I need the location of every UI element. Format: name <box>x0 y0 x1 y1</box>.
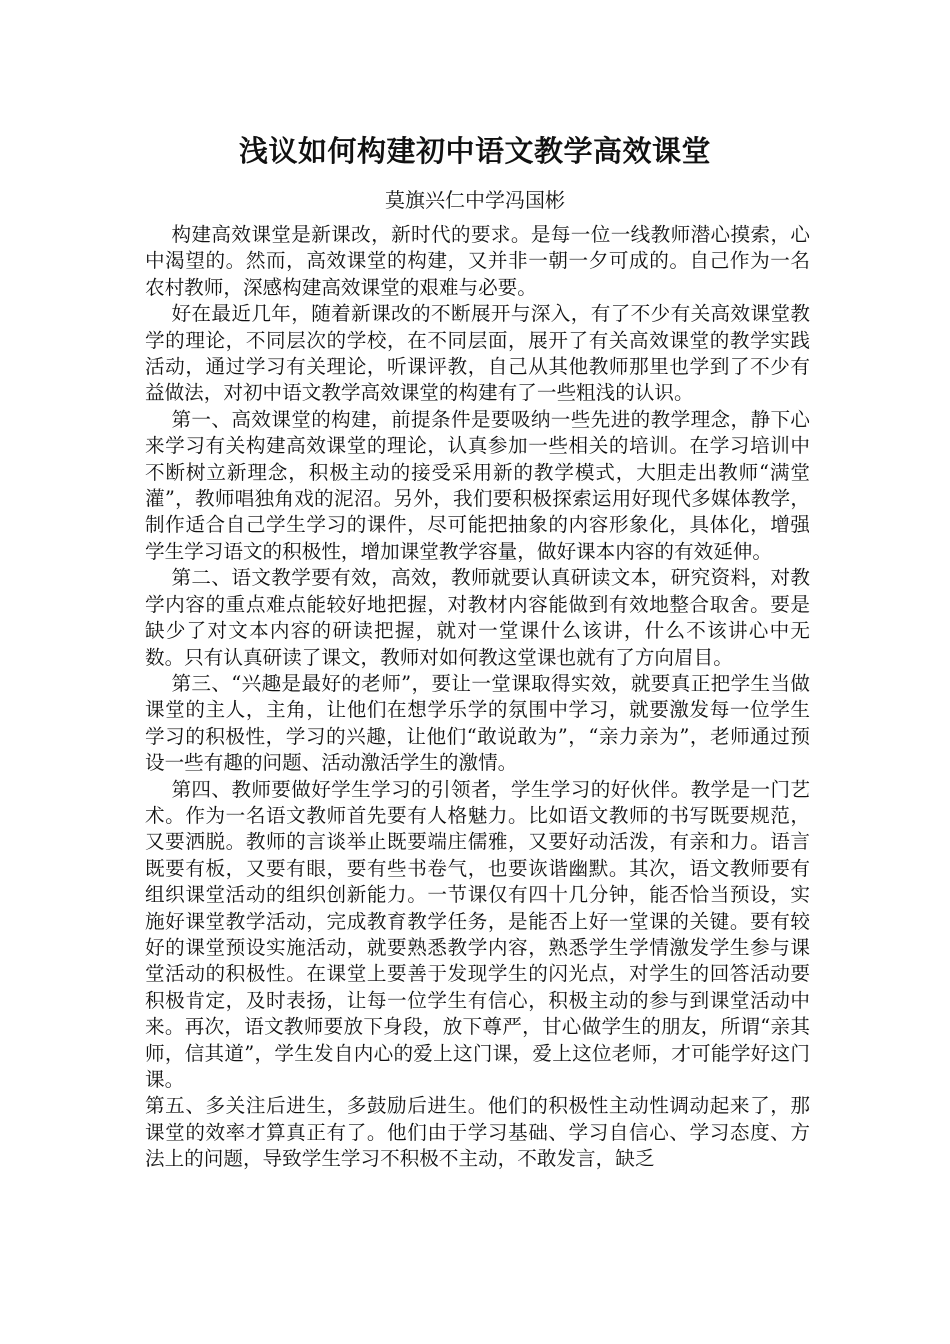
paragraph-intro: 构建高效课堂是新课改，新时代的要求。是每一位一线教师潜心摸索，心中渴望的。然而，高效课堂的构建，又并非一朝一夕可成的。自己作为一名农村教师，深感构建高效课堂的艰难与必要。 <box>145 223 810 299</box>
document-body <box>145 222 810 1173</box>
paragraph-background: 好在最近几年，随着新课改的不断展开与深入，有了不少有关高效课堂教学的理论，不同层次的学校，在不同层面，展开了有关高效课堂的教学实践活动，通过学习有关理论，听课评教，自己从其他教师那里也学到了不少有益做法，对初中语文教学高效课堂的构建有了一些粗浅的认识。 <box>145 302 810 405</box>
paragraph-point-5: 第五、多关注后进生，多鼓励后进生。他们的积极性主动性调动起来了，那课堂的效率才算真正有了。他们由于学习基础、学习自信心、学习态度、方法上的问题，导致学生学习不积极不主动，不敢发言，缺乏 <box>145 1094 810 1171</box>
paragraph-point-4: 第四、教师要做好学生学习的引领者，学生学习的好伙伴。教学是一门艺术。作为一名语文教师首先要有人格魅力。比如语文教师的书写既要规范，又要洒脱。教师的言谈举止既要端庄儒雅，又要好动活泼，有亲和力。语言既要有板，又要有眼，要有些书卷气，也要诙谐幽默。其次，语文教师要有组织课堂活动的组织创新能力。一节课仅有四十几分钟，能否恰当预设，实施好课堂教学活动，完成教育教学任务，是能否上好一堂课的关键。要有较好的课堂预设实施活动，就要熟悉教学内容，熟悉学生学情激发学生参与课堂活动的积极性。在课堂上要善于发现学生的闪光点，对学生的回答活动要积极肯定，及时表扬，让每一位学生有信心，积极主动的参与到课堂活动中来。再次，语文教师要放下身段，放下尊严，甘心做学生的朋友，所谓“亲其师，信其道”，学生发自内心的爱上这门课，爱上这位老师，才可能学好这门课。 <box>145 777 810 1091</box>
document-author: 莫旗兴仁中学冯国彬 <box>385 188 565 212</box>
document-title: 浅议如何构建初中语文教学高效课堂 <box>238 134 711 168</box>
paragraph-point-1: 第一、高效课堂的构建，前提条件是要吸纳一些先进的教学理念，静下心来学习有关构建高效课堂的理论，认真参加一些相关的培训。在学习培训中不断树立新理念，积极主动的接受采用新的教学模式，大胆走出教师“满堂灌”，教师唱独角戏的泥沼。另外，我们要积极探索运用好现代多媒体教学，制作适合自己学生学习的课件，尽可能把抽象的内容形象化，具体化，增强学生学习语文的积极性，增加课堂教学容量，做好课本内容的有效延伸。 <box>145 407 810 563</box>
paragraph-point-3: 第三、“兴趣是最好的老师”，要让一堂课取得实效，就要真正把学生当做课堂的主人，主角，让他们在想学乐学的氛围中学习，就要激发每一位学生学习的积极性，学习的兴趣，让他们“敢说敢为”，“亲力亲为”，老师通过预设一些有趣的问题、活动激活学生的激情。 <box>145 671 810 775</box>
paragraph-point-2: 第二、语文教学要有效，高效，教师就要认真研读文本，研究资料，对教学内容的重点难点能较好地把握，对教材内容能做到有效地整合取舍。要是缺少了对文本内容的研读把握，就对一堂课什么该讲，什么不该讲心中无数。只有认真研读了课文，教师对如何教这堂课也就有了方向眉目。 <box>145 566 810 669</box>
